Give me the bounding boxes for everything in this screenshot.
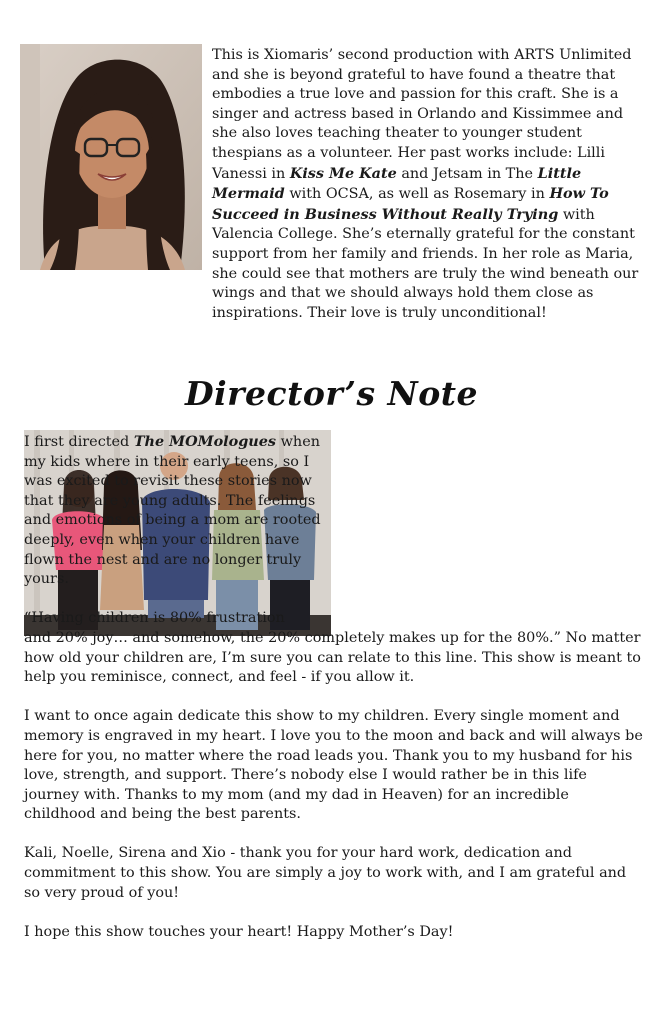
bio-text-3: with OCSA, as well as Rosemary in: [284, 186, 550, 203]
note-paragraph-2: and 20% joy… and somehow, the 20% completely makes up for the 80%.” No matter how old your children are, I’m sure you can relate to this line. This show is meant to help you reminisce, connect, and feel - if you allow it.: [24, 629, 641, 686]
show-title-little-mermaid: Little Mermaid: [212, 164, 582, 203]
portrait-image: [20, 44, 202, 270]
note-paragraph-1: [24, 432, 324, 590]
note-paragraph-4: Kali, Noelle, Sirena and Xio - thank you for your hard work, dedication and commitment to this show. You are simply a joy to work with, and I am grateful and so very proud of you!: [24, 845, 627, 901]
note-paragraph-3: I want to once again dedicate this show to my children. Every single moment and memory is engraved in my heart. I love you to the moon and back and will always be here for you, no matter where the road leads you. Thank you to my husband for his love, strength, and support. There’s nobody else I would rather be in this life journey with. Thanks to my mom (and my dad in Heaven) for an incredible childhood and being the best parents.: [24, 708, 643, 823]
show-title-kiss-me-kate: Kiss Me Kate: [289, 164, 397, 182]
bio-text-1: This is Xiomaris’ second production with ARTS Unlimited and she is beyond grateful to have found a theatre that embodies a true love and passion for this craft. She is a singer and actress based in Orlando and Kissimmee and she also loves teaching theater to younger student thespians as a volunteer. Her past works include: Lilli Vanessi in: [212, 47, 632, 182]
show-title-momologues: The MOMologues: [133, 433, 277, 450]
directors-note-body: [24, 432, 644, 942]
note-p1-text: when my kids where in their early teens, so I was excited to revisit these stories now that they are young adults. The feelings and emotions of being a mom are rooted deeply, even when your children have flown the nest and are no longer truly yours.: [24, 434, 321, 588]
note-p1-intro: I first directed: [24, 434, 134, 450]
bio-text-2: and Jetsam in The: [396, 165, 538, 182]
headshot-photo: [20, 44, 202, 270]
directors-note-heading: Director’s Note: [185, 374, 478, 413]
bio-text-4: with Valencia College. She’s eternally grateful for the constant support from her family and friends. In her role as Maria, she could see that mothers are truly the wind beneath our wings and that we should always hold them close as inspirations. Their love is truly unconditional!: [212, 206, 639, 321]
note-quote-start: “Having children is 80% frustration: [24, 610, 285, 627]
note-paragraph-5: I hope this show touches your heart! Happy Mother’s Day!: [24, 923, 454, 940]
performer-bio: [212, 46, 644, 323]
show-title-how-to-succeed: How To Succeed in Business Without Really Trying: [212, 185, 609, 223]
